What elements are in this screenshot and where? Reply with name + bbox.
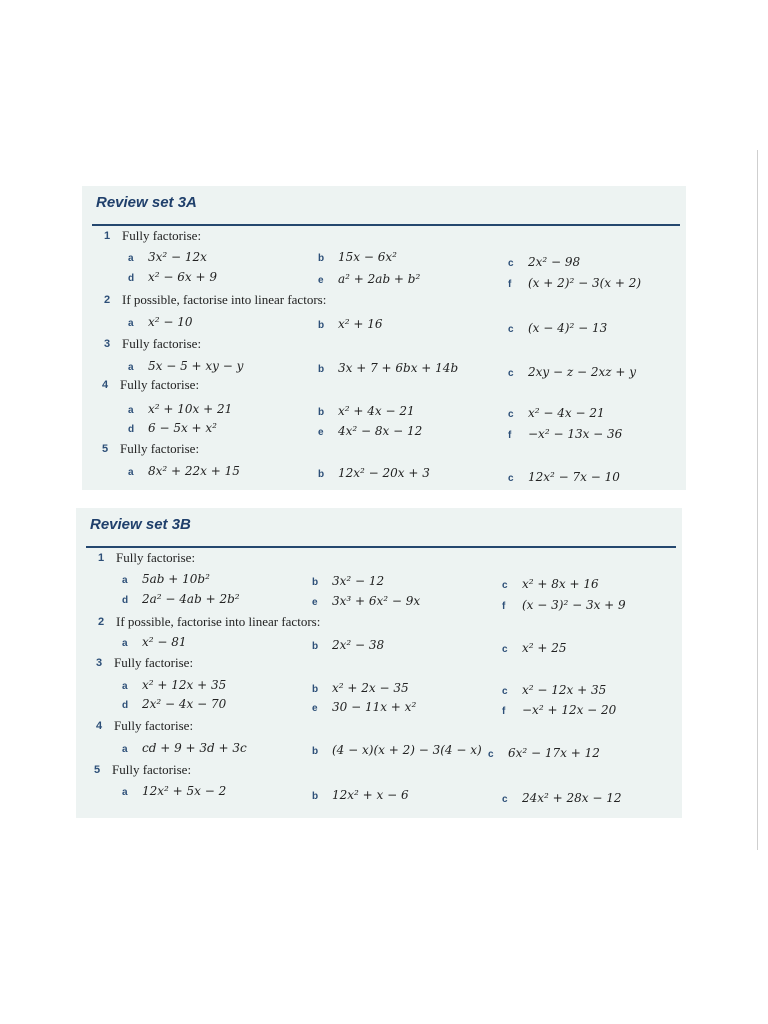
item-expression: 12x² + 5x − 2 <box>142 784 227 798</box>
question-text: Fully factorise: <box>112 762 192 777</box>
item-expression: 5ab + 10b² <box>142 572 210 586</box>
item-expression: 6x² − 17x + 12 <box>508 746 600 760</box>
item-letter: c <box>502 794 508 805</box>
item-expression: (x + 2)² − 3(x + 2) <box>528 276 642 290</box>
exercise-item <box>488 745 600 761</box>
exercise-item <box>502 576 599 592</box>
question-text: If possible, factorise into linear factors: <box>116 614 321 629</box>
item-expression: (x − 4)² − 13 <box>528 321 608 335</box>
exercise-item <box>128 401 232 417</box>
question-text: Fully factorise: <box>122 336 202 351</box>
item-letter: b <box>318 253 325 264</box>
item-letter: c <box>508 473 514 484</box>
exercise-item <box>508 405 605 421</box>
exercise-item <box>128 314 193 330</box>
item-letter: e <box>318 427 324 438</box>
item-letter: e <box>312 597 318 608</box>
item-expression: 3x + 7 + 6bx + 14b <box>338 361 459 375</box>
exercise-item <box>312 742 482 758</box>
question-number: 4 <box>102 379 109 391</box>
item-letter: b <box>318 407 325 418</box>
exercise-item <box>312 573 384 589</box>
item-expression: x² − 6x + 9 <box>148 270 217 284</box>
exercise-item <box>508 320 607 336</box>
exercise-item <box>318 403 415 419</box>
item-expression: x² − 4x − 21 <box>528 406 605 420</box>
item-letter: b <box>318 364 325 375</box>
title-rule <box>92 224 680 226</box>
question-text: Fully factorise: <box>114 655 194 670</box>
exercise-item <box>122 696 226 712</box>
exercise-item <box>502 790 622 806</box>
item-letter: f <box>502 601 506 612</box>
item-letter: f <box>508 279 512 290</box>
item-expression: 8x² + 22x + 15 <box>148 464 240 478</box>
item-letter: f <box>502 706 506 717</box>
item-expression: x² − 12x + 35 <box>522 683 607 697</box>
item-expression: (4 − x)(x + 2) − 3(4 − x) <box>332 743 482 757</box>
item-letter: c <box>508 324 514 335</box>
question-text: Fully factorise: <box>114 718 194 733</box>
question-text: If possible, factorise into linear factors: <box>122 292 327 307</box>
item-expression: 30 − 11x + x² <box>332 700 417 714</box>
item-letter: b <box>312 791 319 802</box>
question-text: Fully factorise: <box>116 550 196 565</box>
page-edge-line <box>757 150 758 850</box>
item-expression: 4x² − 8x − 12 <box>338 424 423 438</box>
item-letter: a <box>128 467 134 478</box>
question-text: Fully factorise: <box>120 377 200 392</box>
item-letter: c <box>502 686 508 697</box>
item-letter: c <box>508 409 514 420</box>
item-expression: 3x² − 12x <box>148 250 207 264</box>
item-letter: b <box>318 469 325 480</box>
item-letter: c <box>508 258 514 269</box>
question-text: Fully factorise: <box>122 228 202 243</box>
item-expression: 3x³ + 6x² − 9x <box>332 594 421 608</box>
item-letter: b <box>312 577 319 588</box>
exercise-item <box>122 783 226 799</box>
exercise-item <box>312 680 409 696</box>
item-expression: 2x² − 38 <box>332 638 385 652</box>
item-letter: d <box>128 273 135 284</box>
review-set-title: Review set 3B <box>90 516 191 533</box>
item-letter: c <box>502 580 508 591</box>
exercise-item <box>318 316 383 332</box>
exercise-item <box>312 787 409 803</box>
item-letter: e <box>318 275 324 286</box>
exercise-item <box>318 249 397 265</box>
item-letter: d <box>128 424 135 435</box>
exercise-item <box>128 358 243 374</box>
exercise-item <box>128 420 217 436</box>
item-expression: 12x² − 20x + 3 <box>338 466 430 480</box>
item-letter: a <box>122 744 128 755</box>
item-expression: a² + 2ab + b² <box>338 272 421 286</box>
exercise-item <box>502 682 606 698</box>
item-expression: 15x − 6x² <box>338 250 397 264</box>
exercise-item <box>312 637 384 653</box>
exercise-item <box>502 640 567 656</box>
exercise-item <box>318 423 422 439</box>
item-expression: x² + 25 <box>522 641 567 655</box>
item-expression: x² − 81 <box>142 635 187 649</box>
item-expression: 12x² − 7x − 10 <box>528 470 620 484</box>
review-set-title: Review set 3A <box>96 194 197 211</box>
item-letter: d <box>122 700 129 711</box>
item-letter: a <box>122 681 128 692</box>
item-expression: x² + 16 <box>338 317 383 331</box>
exercise-item <box>508 426 622 442</box>
item-letter: a <box>128 362 134 373</box>
item-expression: x² + 10x + 21 <box>148 402 233 416</box>
question-text: Fully factorise: <box>120 441 200 456</box>
exercise-item <box>122 677 226 693</box>
item-expression: 24x² + 28x − 12 <box>522 791 622 805</box>
exercise-item <box>502 702 616 718</box>
title-rule <box>86 546 676 548</box>
item-letter: b <box>318 320 325 331</box>
review-set-3a <box>82 186 686 490</box>
item-expression: 6 − 5x + x² <box>148 421 217 435</box>
item-expression: x² + 12x + 35 <box>142 678 227 692</box>
exercise-item <box>508 364 636 380</box>
item-expression: 3x² − 12 <box>332 574 385 588</box>
item-expression: 2xy − z − 2xz + y <box>528 365 637 379</box>
exercise-item <box>502 597 626 613</box>
item-letter: c <box>488 749 494 760</box>
question-number: 1 <box>98 552 105 564</box>
exercise-item <box>318 465 430 481</box>
item-expression: 2x² − 4x − 70 <box>142 697 227 711</box>
item-letter: c <box>508 368 514 379</box>
item-expression: (x − 3)² − 3x + 9 <box>522 598 626 612</box>
exercise-item <box>128 463 240 479</box>
exercise-item <box>312 593 420 609</box>
item-letter: a <box>122 575 128 586</box>
exercise-item <box>128 269 217 285</box>
item-expression: 12x² + x − 6 <box>332 788 409 802</box>
item-expression: −x² − 13x − 36 <box>528 427 623 441</box>
exercise-item <box>122 591 240 607</box>
exercise-item <box>318 271 420 287</box>
item-letter: a <box>128 318 134 329</box>
item-letter: a <box>122 638 128 649</box>
item-letter: b <box>312 684 319 695</box>
question-number: 3 <box>104 338 111 350</box>
exercise-item <box>312 699 416 715</box>
exercise-item <box>122 634 187 650</box>
item-expression: 2a² − 4ab + 2b² <box>142 592 240 606</box>
item-letter: a <box>128 253 134 264</box>
item-letter: f <box>508 430 512 441</box>
question-number: 5 <box>102 443 109 455</box>
item-expression: x² + 8x + 16 <box>522 577 599 591</box>
item-expression: −x² + 12x − 20 <box>522 703 617 717</box>
exercise-item <box>318 360 458 376</box>
item-expression: 5x − 5 + xy − y <box>148 359 244 373</box>
exercise-item <box>508 275 641 291</box>
exercise-item <box>508 469 620 485</box>
question-number: 4 <box>96 720 103 732</box>
question-number: 1 <box>104 230 111 242</box>
exercise-item <box>122 571 210 587</box>
question-number: 2 <box>104 294 111 306</box>
exercise-item <box>122 740 247 756</box>
item-expression: x² + 4x − 21 <box>338 404 415 418</box>
item-expression: x² + 2x − 35 <box>332 681 409 695</box>
exercise-item <box>508 254 580 270</box>
item-expression: 2x² − 98 <box>528 255 581 269</box>
item-letter: b <box>312 746 319 757</box>
item-letter: c <box>502 644 508 655</box>
exercise-item <box>128 249 207 265</box>
item-letter: e <box>312 703 318 714</box>
question-number: 2 <box>98 616 105 628</box>
question-number: 3 <box>96 657 103 669</box>
item-letter: a <box>122 787 128 798</box>
item-letter: a <box>128 405 134 416</box>
item-expression: cd + 9 + 3d + 3c <box>142 741 247 755</box>
review-set-3b <box>76 508 682 818</box>
question-number: 5 <box>94 764 101 776</box>
item-letter: d <box>122 595 129 606</box>
item-letter: b <box>312 641 319 652</box>
item-expression: x² − 10 <box>148 315 193 329</box>
